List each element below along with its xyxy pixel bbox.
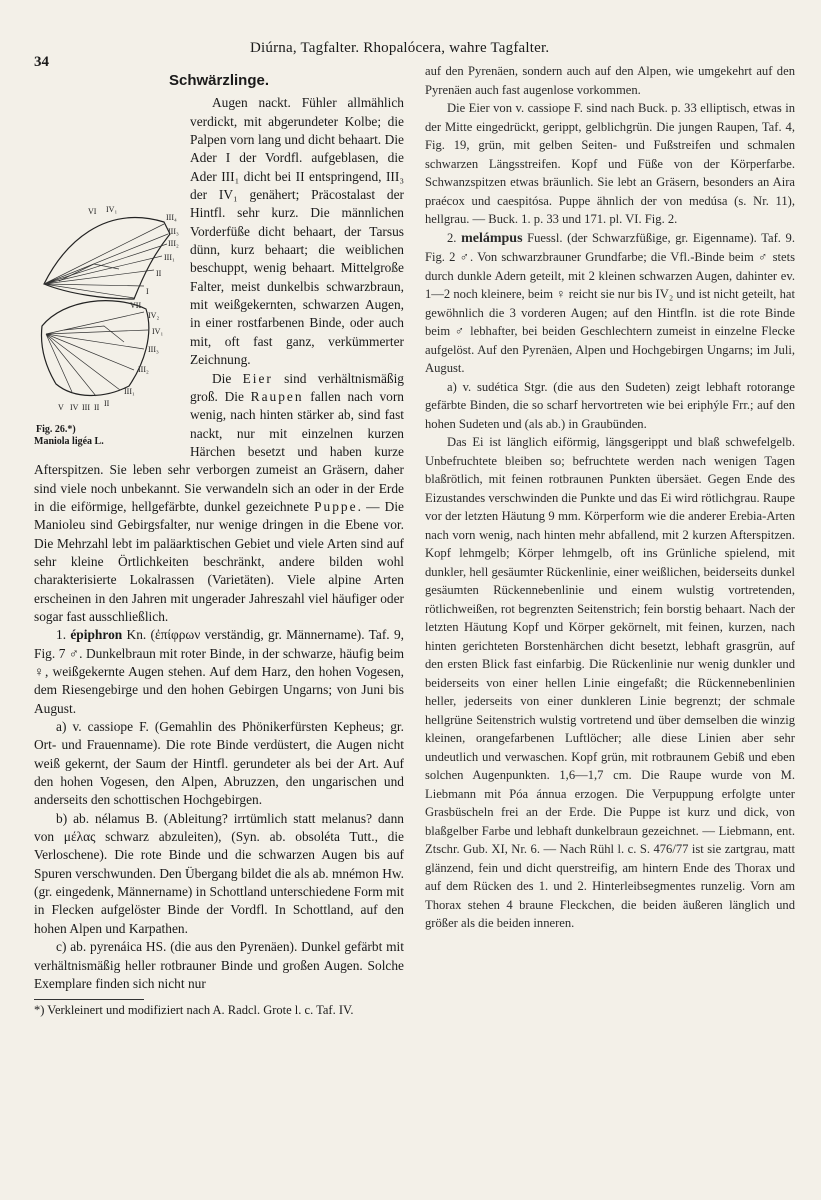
genus-description: Augen nackt. Fühler allmählich verdickt, mit abgerundeter Kolbe; die Palpen vorn lang und dicht behaart. Die Ader I der Vordfl. aufgeblasen, die Ader III₁ dicht bei II entspringend, III₃ der IV₁ genähert; Präcostalast der Hintfl. sehr kurz. Die männlichen Vorderfüße dicht behaart, der Tarsus dünn, kurz behaart; die weiblichen beschuppt, wenig behaart. Mittelgroße Falter, meist dunkelbis schwarzbraun, mit weißgekernten, schwarzen Augen, in einer rostfarbenen Binde, oder auch mit, oft fast ganz, verkümmerter Zeichnung. xyxy=(190,95,404,368)
vein-label: II xyxy=(156,269,162,279)
continuation-paragraph: auf den Pyrenäen, sondern auch auf den Alpen, wie umgekehrt auf den Pyrenäen auch fast augenlose vorkommen. xyxy=(425,64,795,97)
vein-label: III₁ xyxy=(164,253,175,263)
running-title: Diúrna, Tagfalter. Rhopalócera, wahre Tagfalter. xyxy=(250,40,550,56)
vein-label: III₂ xyxy=(168,239,179,249)
vein-label: II xyxy=(94,403,100,413)
life-history-paragraph: Die Eier sind verhältnismäßig groß. Die Raupen fallen nach vorn wenig, nach hinten stärker ab, sind fast nackt, nur mit einzelnen kurzen Härchen besetzt und haben kurze Afterspitzen. Sie leben sehr verborgen zumeist an Gräsern, daher sind viele noch unbekannt. Sie verwandeln sich an oder in der Erde in die eiförmige, hellgefärbte, dunkel gezeichnete Puppe. — Die Manioleu sind Gebirgsfalter, nur wenige dringen in die Ebene vor. Die Mehrzahl lebt im paläarktischen Gebiet und viele Arten sind auf sehr kleine Örtlichkeiten beschränkt, andere bilden wohl charakterisierte Lokalrassen (Varietäten). Viele alpine Arten erscheinen in den Jahren mit ungerader Jahreszahl viel häufiger oder sogar fast ausschließlich. xyxy=(34,370,404,624)
vein-label: III₂ xyxy=(138,365,149,375)
vein-label: III₃ xyxy=(168,227,179,237)
left-column xyxy=(34,72,404,1018)
early-stages-cassiope: Die Eier von v. cassiope F. sind nach Buck. p. 33 elliptisch, etwas in der Mitte eingedrückt, gerippt, gelblichgrün. Die jungen Raupen, Taf. 4, Fig. 19, grün, mit gelben Seiten- und Fußstreifen und schmalen schwarzen Längsstreifen. Kopf und Füße von der Körperfarbe. Schwanzspitzen etwas bräunlich. Sie lebt an Gräsern, besonders an Aira praécox und caespitósa. Puppe ähnlich der von medúsa (s. Nr. 11), hellgrau. — Buck. 1. p. 33 und 171. pl. VI. Fig. 2. xyxy=(425,101,795,226)
vein-label: IV xyxy=(70,403,79,413)
right-column xyxy=(425,62,795,933)
vein-label: I xyxy=(146,287,149,297)
vein-label: V xyxy=(58,403,64,413)
term-raupen: Raupen xyxy=(250,388,304,404)
term-eier: Eier xyxy=(242,370,273,386)
vein-label: III₃ xyxy=(148,345,159,355)
variety-sudetica: a) v. sudética Stgr. (die aus den Sudeten) zeigt lebhaft rotorange gefärbte Binden, die so scharf hervortreten wie bei eriphýle Frr.; auf den hohen Sudeten und (als ab.) in Graubünden. xyxy=(425,379,795,431)
vein-label: III xyxy=(82,403,90,413)
figure-species: Maniola ligéa L. xyxy=(34,436,104,448)
aberration-nelamus: b) ab. nélamus B. (Ableitung? irrtümlich statt melanus? dann von μέλας schwarz abzuleiten), (Syn. ab. obsoléta Tutt., die Verloschene). Die rote Binde und die schwarzen Augen bis auf Spuren verschwunden. Den Übergang bildet die als ab. mnémon Hw. (gr. eingedenk, Männername) in Schottland unterschiedene Form mit in Flecken aufgelöster Binde der Vordfl. In Schottland, auf den hohen Alpen und Karpathen. xyxy=(34,810,405,936)
figure-26 xyxy=(34,94,182,448)
early-stages-melampus: Das Ei ist länglich eiförmig, längsgerippt und blaß schwefelgelb. Unbefruchtete bleiben so; befruchtete werden nach wenigen Tagen blaßrötlich, mit feinen rotbraunen Punkten übersäet. Gegen Ende des Eizustandes verschwinden die Punkte und das Ei wird rötlichgrau. Raupe vor der letzten Häutung 9 mm. Körperform wie die anderer Erebia-Arten nach vorn wenig, nach hinten mehr abfallend, mit 2 kurzen Afterspitzen. Kopf lehmgelb; Körper lehmgelb, oft ins Grünliche spielend, mit dunkler, hell gesäumter Rückenlinie, einer weißlichen, beiderseits dunkel gesäumten Rückennebenlinie und einem wulstig vortretenden, rötlichweißen, rot begrenzten Seitenstrich; fein borstig behaart. Nach der letzten Häutung Kopf und Körper gekörnelt, mit feinen, kurzen, nach hinten gerichteten Borstenhärchen dicht besetzt, lebhaft grasgrün, auf den ersten Blick fast einfarbig. Die Rückenlinie nur wenig dunkler und beiderseits von einer hellen Linie eingefaßt; die Rückennebenlinien heller, jederseits von einer dunkleren Linie begrenzt; der schmale hellgrüne Seitenstrich wulstig vortretend und über demselben die winzig kleinen, orangefarbenen Luftlöcher; alle diese Linien aber sehr undeutlich und verwaschen. Kopf grün, mit rotbraunem Gebiß und eben solchen Augenpunkten. 1,6—1,7 cm. Die Raupe wurde von M. Liebmann mit Póa ánnua erzogen. Die Verpuppung erfolgte unter Grasbüscheln frei an der Erde. Die Puppe ist kurz und dick, von blaßgelber Farbe und lebhaft dunkelbraun gezeichnet. — Liebmann, ent. Ztschr. Gub. XI, Nr. 6. — Nach Rühl l. c. S. 476/77 ist sie zartgrau, matt glänzend, fein und dicht querstreifig, am hintern Ende des Thorax und auf dem Rücken des 1. und 2. Hinterleibsegmentes runzelig. Vorn am Thorax stehen 4 braune Fleckchen, die beiden äußeren länglich und größer als die beiden inneren. xyxy=(425,435,795,930)
term-puppe: Puppe xyxy=(314,498,358,514)
species-entry-melampus: 2. melámpus Fuessl. (der Schwarzfüßige, gr. Eigenname). Taf. 9. Fig. 2 ♂. Von schwarzbrauner Grundfarbe; die Vfl.-Binde beim ♂ stets durch dunkle Adern geteilt, mit 2 kleinen schwarzen Augen, dahinter ev. 1—2 noch kleinere, beim ♀ reicht sie nur bis IV₂ und ist nicht geteilt, hat gewöhnlich die 3 vorderen Augen; auf den Hintfln. ist die rote Binde beim ♂ lebhafter, bei beiden Geschlechtern zumeist in einzelne Flecke aufgelöst. Auf den Pyrenäen, Alpen und Hochgebirgen Ungarns; im Juli, August. xyxy=(425,230,795,375)
page-number: 34 xyxy=(34,54,49,70)
wing-venation-icon xyxy=(34,94,182,414)
footnote: *) Verkleinert und modifiziert nach A. Radcl. Grote l. c. Taf. IV. xyxy=(34,1003,354,1018)
species-name: épiphron xyxy=(70,627,123,643)
vein-label: IV₁ xyxy=(106,205,118,215)
vein-label: VII xyxy=(130,301,142,311)
footnote-divider xyxy=(34,999,144,1000)
variety-cassiope: a) v. cassiope F. (Gemahlin des Phönikerfürsten Kepheus; gr. Ort- und Frauenname). Die rote Binde verdüstert, die Augen nicht weiß gekernt, der Saum der Hintfl. gerundeter als bei der Art. Auf den hohen Vogesen, den Alpen, Abruzzen, den ungarischen und anderseits den schottischen Hochgebirgen. xyxy=(34,719,404,808)
vein-label: IV₂ xyxy=(148,311,160,321)
species-name: melámpus xyxy=(461,230,523,246)
vein-label: III₄ xyxy=(166,213,177,223)
vein-label: IV₁ xyxy=(152,327,164,337)
figure-caption xyxy=(34,424,182,448)
species-entry-epiphron: 1. épiphron Kn. (ἐπίφρων verständig, gr. Männername). Taf. 9, Fig. 7 ♂. Dunkelbraun mit roter Binde, in der schwarze, häufig beim ♀, weißgekernte Augen stehen. Auf dem Harz, den hohen Vogesen, dem Riesengebirge und den hohen Gebirgen Ungarns; von Juni bis August. xyxy=(34,627,404,716)
vein-label: VI xyxy=(88,207,97,217)
vein-label: II xyxy=(104,399,110,409)
section-title: Schwärzlinge. xyxy=(168,72,270,89)
vein-label: III₁ xyxy=(124,387,135,397)
figure-number: Fig. 26.*) xyxy=(36,424,76,436)
aberration-pyrenaica: c) ab. pyrenáica HS. (die aus den Pyrenäen). Dunkel gefärbt mit verhältnismäßig heller rotbrauner Binde und großen Augen. Solche Exemplare finden sich nicht nur xyxy=(34,939,404,991)
